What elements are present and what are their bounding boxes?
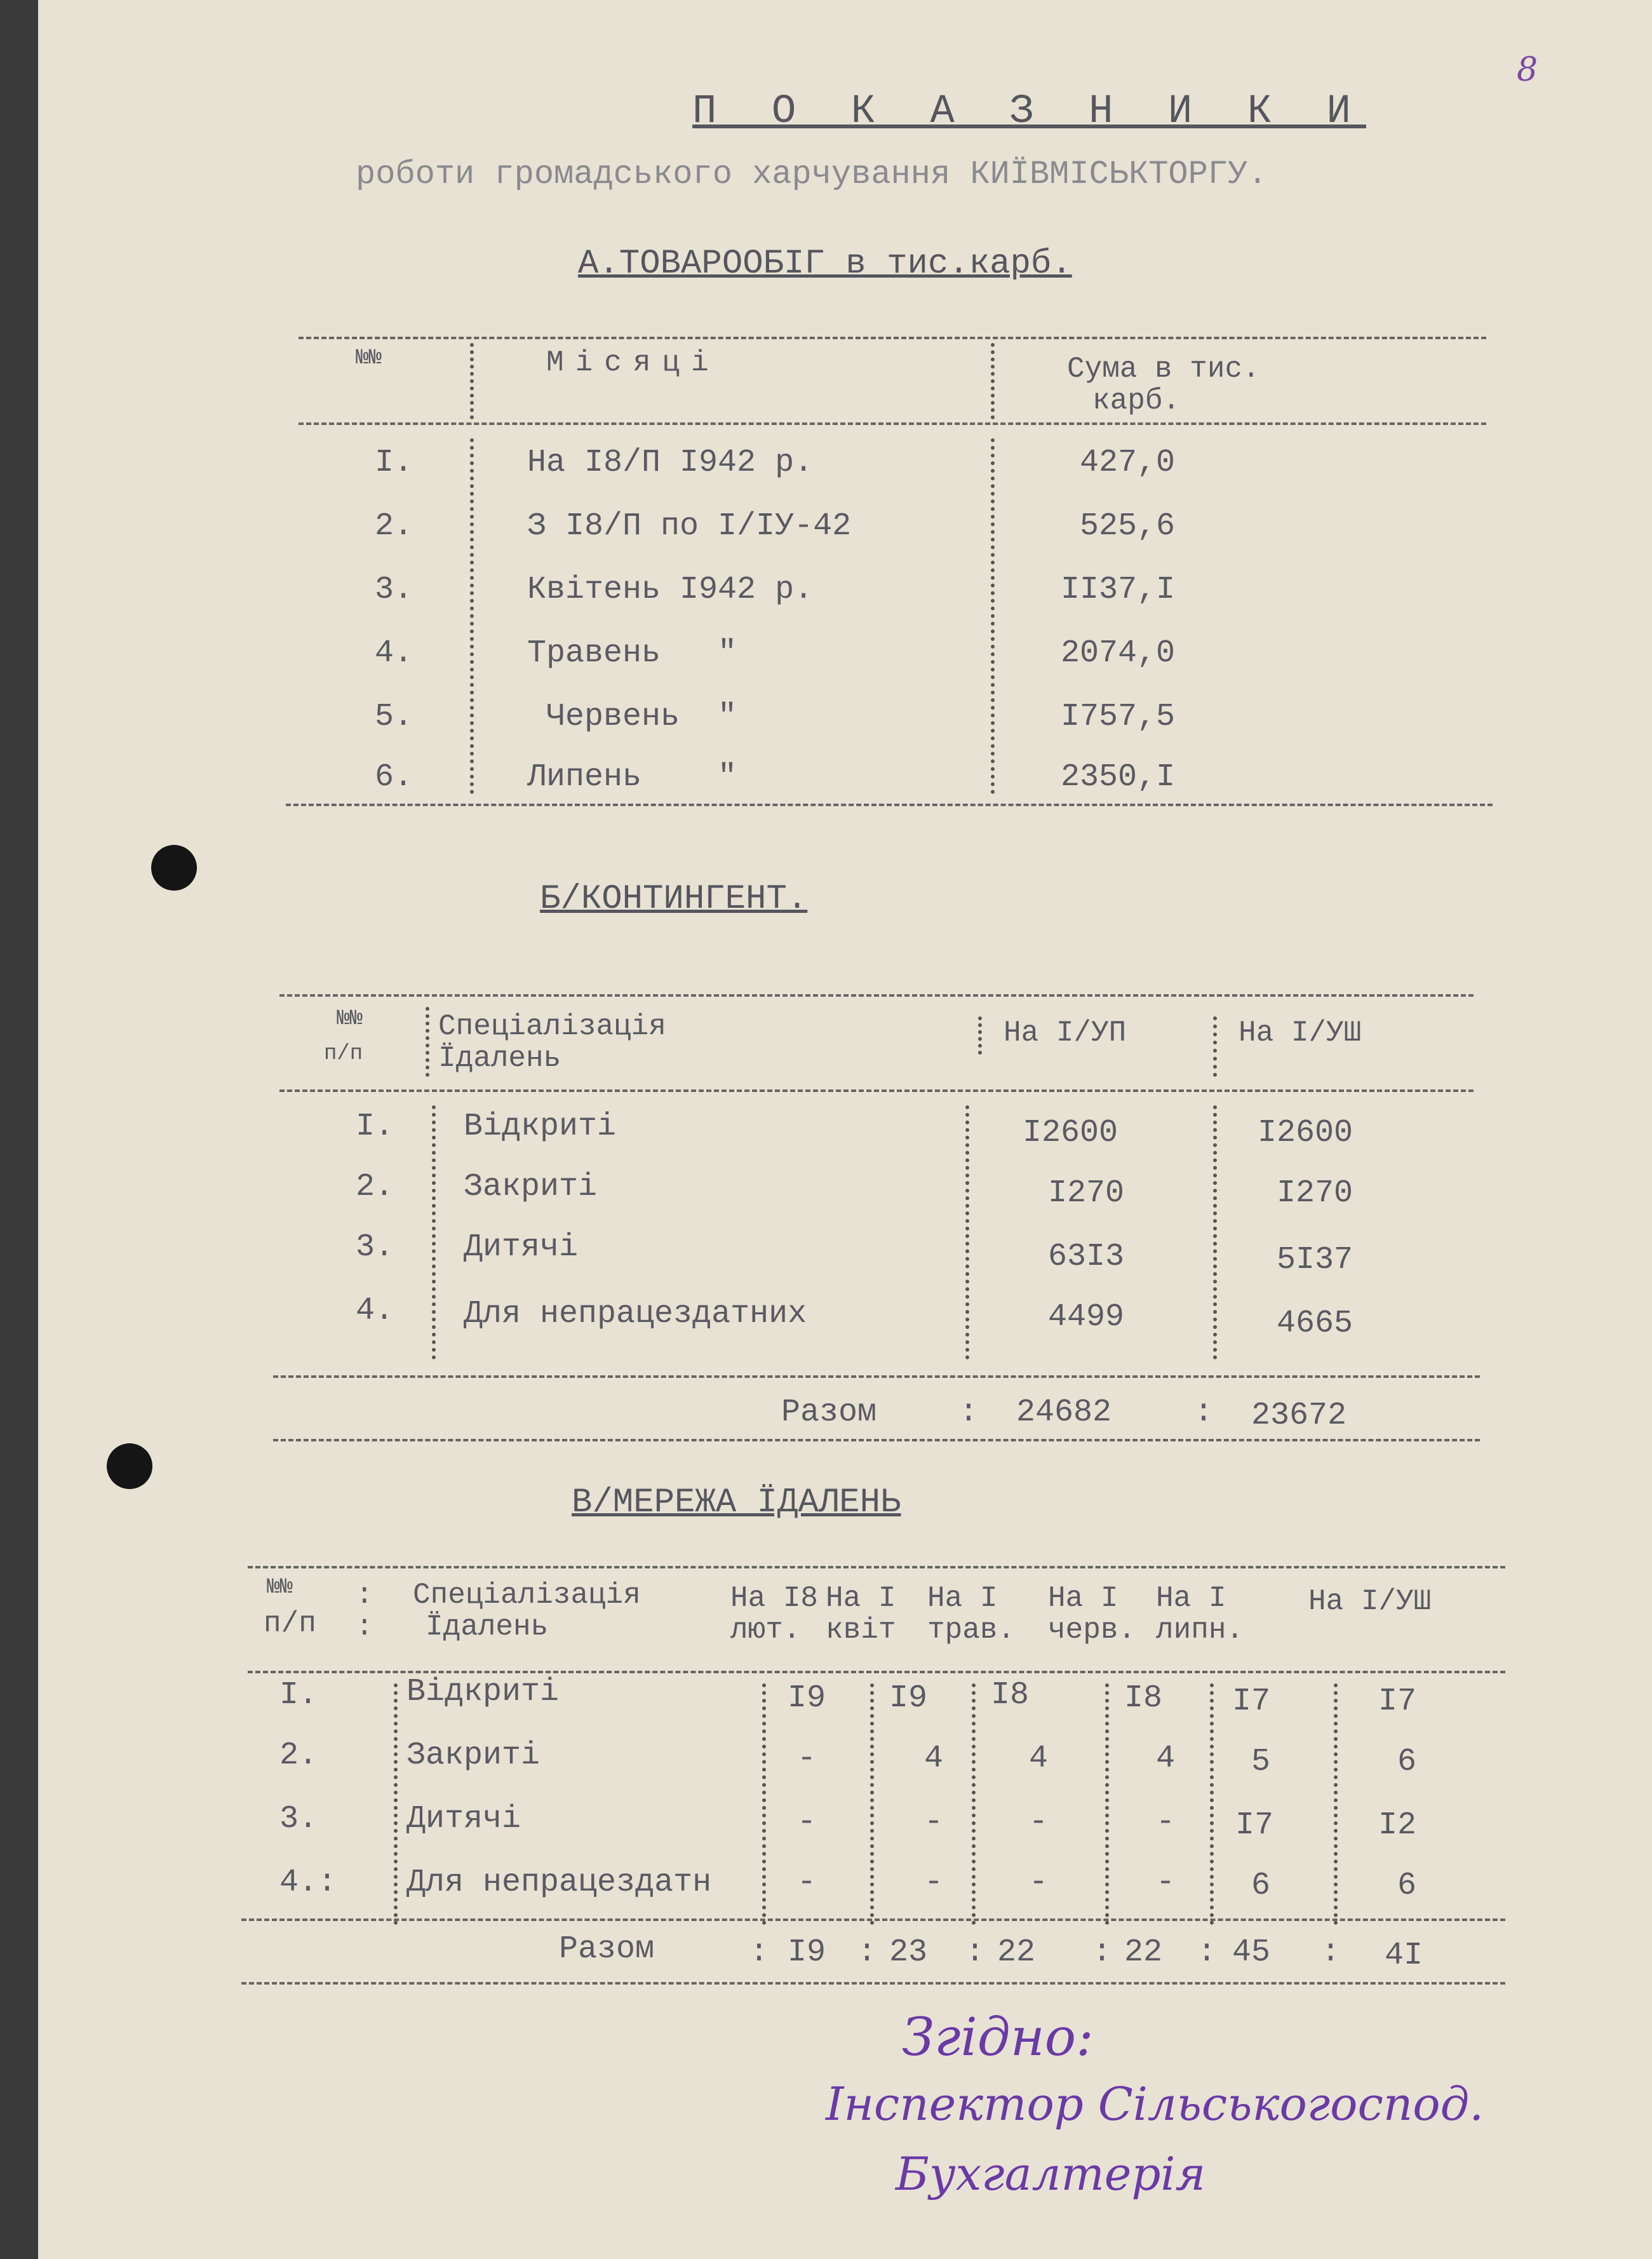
table-c-val: I7 xyxy=(1378,1683,1417,1720)
table-c-col-spec: Спеціалізація xyxy=(413,1579,641,1612)
table-b-bottom-rule xyxy=(273,1439,1480,1441)
table-c-num: 2. xyxy=(279,1737,318,1774)
table-b-val-b: I2600 xyxy=(1258,1115,1353,1151)
table-c-total-colon: : xyxy=(1197,1934,1217,1971)
table-c-val: I9 xyxy=(788,1680,826,1716)
table-c-val: I9 xyxy=(889,1680,928,1716)
table-a-sum: II37,I xyxy=(1061,572,1176,608)
table-b-num: 4. xyxy=(356,1293,394,1329)
table-b-col-date1: На I/УП xyxy=(1004,1016,1127,1049)
table-c-total: I9 xyxy=(788,1934,826,1971)
table-b-sep xyxy=(978,1016,982,1055)
table-a-col-month: Місяці xyxy=(546,346,720,379)
table-b-val-a: I2600 xyxy=(1023,1115,1118,1151)
table-b-num: I. xyxy=(356,1109,394,1145)
page-number: 8 xyxy=(1517,51,1538,89)
table-c-total: 22 xyxy=(1124,1934,1163,1971)
table-c-val: 5 xyxy=(1251,1744,1271,1780)
table-a-month: Квітень I942 р. xyxy=(527,572,814,608)
table-c-total-colon: : xyxy=(1092,1934,1112,1971)
table-c-num: 3. xyxy=(279,1801,318,1837)
table-a-header-rule xyxy=(299,422,1486,425)
table-b-col-num-2: п/п xyxy=(324,1042,363,1066)
table-c-val: 4 xyxy=(924,1741,944,1777)
table-c-col-head-2: черв. xyxy=(1048,1614,1136,1647)
table-a-num: 5. xyxy=(375,699,413,735)
section-b-heading: Б/КОНТИНГЕНТ. xyxy=(540,880,808,919)
table-a-num: 3. xyxy=(375,572,413,608)
table-c-col-spec-2: Їдалень xyxy=(426,1610,549,1643)
table-c-val: 6 xyxy=(1397,1744,1417,1780)
table-c-val: - xyxy=(1029,1865,1049,1901)
table-c-bottom-rule xyxy=(241,1982,1505,1985)
table-c-val: I8 xyxy=(1124,1680,1163,1716)
table-b-sep xyxy=(1213,1105,1217,1359)
table-b-total-colon: : xyxy=(1194,1394,1214,1431)
table-c-val: - xyxy=(1156,1804,1176,1840)
table-a-col-num: №№ xyxy=(356,346,382,370)
table-c-col-head: На I8 xyxy=(730,1582,819,1615)
table-b-num: 2. xyxy=(356,1169,394,1205)
table-c-val: - xyxy=(797,1804,817,1840)
table-b-spec: Закриті xyxy=(464,1169,598,1205)
table-b-sep xyxy=(426,1007,429,1077)
table-a-bottom-rule xyxy=(286,804,1493,806)
table-c-sep xyxy=(972,1683,976,1925)
table-a-sum: I757,5 xyxy=(1061,699,1176,735)
table-a-sep xyxy=(991,343,995,419)
table-a-top-rule xyxy=(299,337,1486,339)
table-c-col-head: На I xyxy=(927,1582,998,1615)
table-c-col-head: На I xyxy=(1156,1582,1226,1615)
table-b-num: 3. xyxy=(356,1229,394,1265)
signature-line: Згідно: xyxy=(902,2007,1094,2068)
table-a-sum: 525,6 xyxy=(1080,508,1176,544)
table-c-total: 4I xyxy=(1385,1938,1423,1974)
table-c-total-label: Разом xyxy=(559,1931,655,1967)
table-b-col-spec-2: Їдалень xyxy=(438,1042,561,1075)
table-c-val: 4 xyxy=(1156,1741,1176,1777)
table-c-spec: Закриті xyxy=(406,1737,541,1774)
signature-line: Інспектор Сільськогоспод. xyxy=(826,2077,1484,2131)
table-b-val-a: I270 xyxy=(1048,1175,1125,1211)
table-a-month: Липень " xyxy=(527,759,737,795)
table-b-val-b: 4665 xyxy=(1277,1305,1353,1342)
table-c-col-num-colon: : xyxy=(356,1610,373,1643)
table-c-col-num-colon: : xyxy=(356,1579,373,1612)
table-c-total: 22 xyxy=(997,1934,1036,1971)
table-c-header-rule xyxy=(248,1671,1505,1673)
table-c-val: - xyxy=(924,1865,944,1901)
table-b-sep xyxy=(1213,1016,1217,1077)
table-c-sep xyxy=(1105,1683,1109,1925)
table-a-num: 2. xyxy=(375,508,413,544)
table-b-col-date2: На I/УШ xyxy=(1239,1016,1362,1049)
table-c-total-colon: : xyxy=(857,1934,877,1971)
section-c-heading: В/МЕРЕЖА ЇДАЛЕНЬ xyxy=(572,1483,901,1522)
table-b-sep xyxy=(432,1105,436,1359)
table-b-total-label: Разом xyxy=(781,1394,877,1431)
table-c-val: I8 xyxy=(991,1677,1030,1713)
table-c-col-num-2: п/п xyxy=(264,1607,316,1640)
table-c-sep xyxy=(762,1683,766,1925)
punch-hole xyxy=(107,1443,152,1489)
table-c-col-head: На I xyxy=(1048,1582,1118,1615)
signature-line: Бухгалтерія xyxy=(896,2147,1206,2201)
table-a-month: На I8/П I942 р. xyxy=(527,445,814,481)
table-c-val: - xyxy=(924,1804,944,1840)
table-c-total: 23 xyxy=(889,1934,928,1971)
table-b-top-rule xyxy=(279,994,1474,997)
table-c-sep xyxy=(870,1683,874,1925)
table-c-total-colon: : xyxy=(1321,1934,1341,1971)
table-b-spec: Відкриті xyxy=(464,1109,617,1145)
table-c-total: 45 xyxy=(1232,1934,1271,1971)
table-a-num: I. xyxy=(375,445,413,481)
document-page xyxy=(38,0,1652,2259)
table-c-spec: Дитячі xyxy=(406,1801,521,1837)
table-b-val-b: I270 xyxy=(1277,1175,1353,1211)
table-c-num: I. xyxy=(279,1677,318,1713)
table-a-num: 6. xyxy=(375,759,413,795)
table-a-month: З I8/П по I/IУ-42 xyxy=(527,508,852,544)
table-c-val: - xyxy=(1029,1804,1049,1840)
table-c-num: 4.: xyxy=(279,1865,337,1901)
page-title: П О К А З Н И К И xyxy=(692,89,1366,135)
table-c-sep xyxy=(1334,1683,1338,1925)
table-a-month: Травень " xyxy=(527,635,737,671)
table-b-total-colon: : xyxy=(959,1394,979,1431)
table-b-col-spec: Спеціалізація xyxy=(438,1010,666,1043)
table-b-val-a: 63I3 xyxy=(1048,1239,1125,1275)
table-a-col-sum-unit: карб. xyxy=(1092,384,1181,417)
table-c-col-num: №№ xyxy=(267,1575,293,1600)
page-subtitle: роботи громадського харчування КИЇВМІСЬКТОРГУ. xyxy=(356,156,1268,193)
table-c-col-head: На I/УШ xyxy=(1308,1585,1432,1618)
table-a-month: Червень " xyxy=(546,699,737,735)
table-c-total-colon: : xyxy=(965,1934,985,1971)
table-c-val: 6 xyxy=(1397,1868,1417,1904)
table-c-total-rule xyxy=(241,1918,1505,1921)
table-c-col-head-2: квіт xyxy=(826,1614,896,1647)
table-a-sum: 2350,I xyxy=(1061,759,1176,795)
table-a-num: 4. xyxy=(375,635,413,671)
table-b-sep xyxy=(965,1105,969,1359)
table-b-header-rule xyxy=(279,1089,1474,1092)
table-a-sum: 427,0 xyxy=(1080,445,1176,481)
table-a-sum: 2074,0 xyxy=(1061,635,1176,671)
table-c-spec: Відкриті xyxy=(406,1674,560,1710)
table-c-top-rule xyxy=(248,1566,1505,1568)
table-c-val: - xyxy=(797,1741,817,1777)
table-b-total-b: 23672 xyxy=(1251,1398,1347,1434)
table-a-sep xyxy=(991,438,995,794)
table-a-sep xyxy=(470,343,474,419)
table-b-total-a: 24682 xyxy=(1016,1394,1112,1431)
table-c-val: 6 xyxy=(1251,1868,1271,1904)
table-c-val: - xyxy=(1156,1865,1176,1901)
table-c-val: I7 xyxy=(1232,1683,1271,1720)
table-b-spec: Дитячі xyxy=(464,1229,579,1265)
table-c-total-colon: : xyxy=(749,1934,769,1971)
table-c-val: I2 xyxy=(1378,1807,1417,1844)
table-b-spec: Для непрацездатних xyxy=(464,1296,807,1332)
table-c-col-head-2: липн. xyxy=(1156,1614,1244,1647)
table-c-sep xyxy=(394,1683,398,1925)
table-c-col-head: На I xyxy=(826,1582,896,1615)
section-a-heading: А.ТОВАРООБІГ в тис.карб. xyxy=(578,245,1072,283)
table-c-sep xyxy=(1210,1683,1214,1925)
table-c-val: - xyxy=(797,1865,817,1901)
table-c-col-head-2: трав. xyxy=(927,1614,1016,1647)
table-a-sep xyxy=(470,438,474,794)
table-b-col-num: №№ xyxy=(337,1007,363,1031)
table-a-col-sum: Сума в тис. xyxy=(1067,353,1260,386)
table-b-val-a: 4499 xyxy=(1048,1299,1125,1335)
table-c-col-head-2: лют. xyxy=(730,1614,801,1647)
table-c-spec: Для непрацездатн xyxy=(406,1865,712,1901)
table-c-val: I7 xyxy=(1235,1807,1274,1844)
table-b-total-rule xyxy=(273,1375,1480,1378)
table-b-val-b: 5I37 xyxy=(1277,1242,1353,1278)
table-c-val: 4 xyxy=(1029,1741,1049,1777)
punch-hole xyxy=(151,845,197,891)
